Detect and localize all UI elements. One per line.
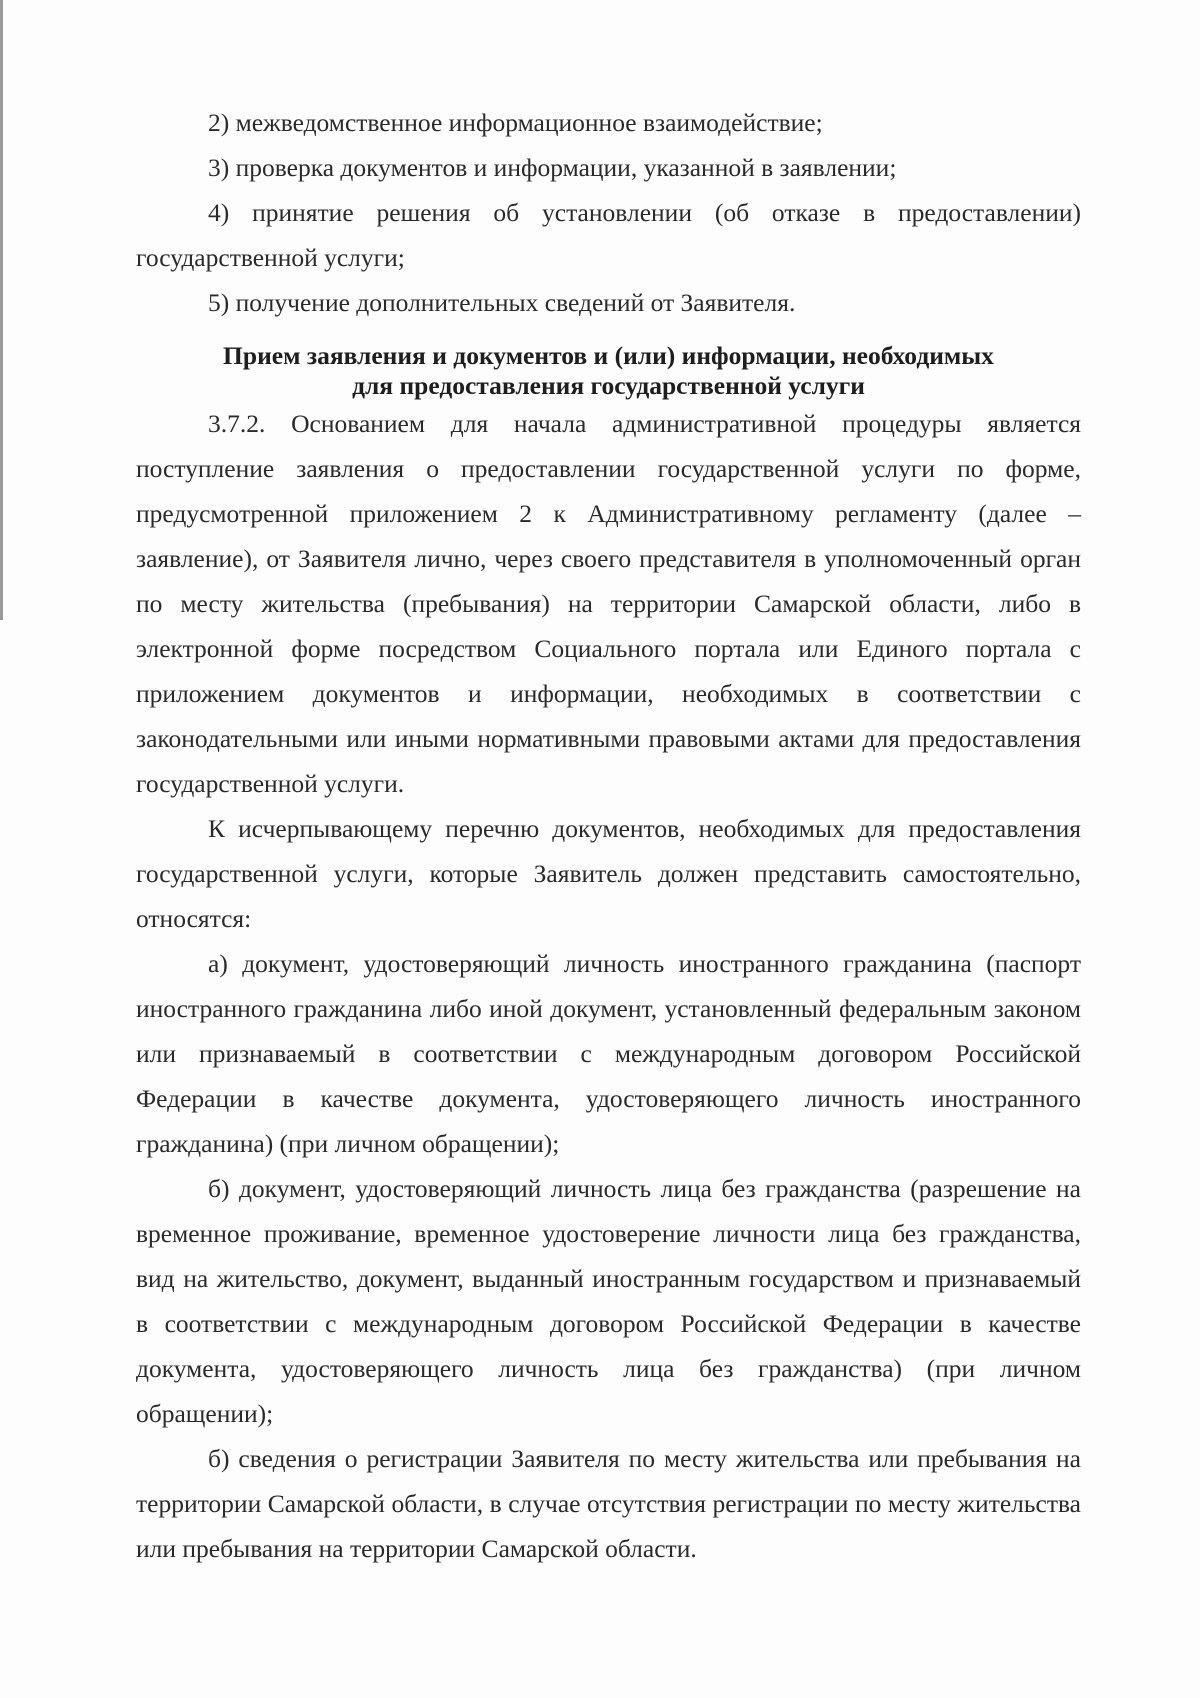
scan-edge-mark <box>0 0 3 620</box>
paragraph-item-b-registration: б) сведения о регистрации Заявителя по месту жительства или пребывания на территории Самарской области, в случае отсутствия регистрации по месту жительства или пребывания на территории Самарской области. <box>136 1444 1081 1563</box>
section-heading <box>136 341 1081 401</box>
paragraph-documents-list-intro: К исчерпывающему перечню документов, необходимых для предоставления государственной услуги, которые Заявитель должен представить самостоятельно, относятся: <box>136 814 1081 933</box>
list-item-additional-info: 5) получение дополнительных сведений от Заявителя. <box>208 288 796 317</box>
paragraph-item-a: а) документ, удостоверяющий личность иностранного гражданина (паспорт иностранного гражданина либо иной документ, установленный федеральным законом или признаваемый в соответствии с международным договором Российской Федерации в качестве документа, удостоверяющего личность иностранного гражданина) (при личном обращении); <box>136 949 1081 1158</box>
paragraph-3-7-2: 3.7.2. Основанием для начала административной процедуры является поступление заявления о предоставлении государственной услуги по форме, предусмотренной приложением 2 к Административному регламенту (далее – заявление), от Заявителя лично, через своего представителя в уполномоченный орган по месту жительства (пребывания) на территории Самарской области, либо в электронной форме посредством Социального портала или Единого портала с приложением документов и информации, необходимых в соответствии с законодательными или иными нормативными правовыми актами для предоставления государственной услуги. <box>136 409 1081 798</box>
list-item-interagency: 2) межведомственное информационное взаимодействие; <box>208 108 823 137</box>
section-heading-line-1: Прием заявления и документов и (или) информации, необходимых <box>223 341 994 370</box>
paragraph-item-b-identity: б) документ, удостоверяющий личность лица без гражданства (разрешение на временное проживание, временное удостоверение личности лица без гражданства, вид на жительство, документ, выданный иностранным государством и признаваемый в соответствии с международным договором Российской Федерации в качестве документа, удостоверяющего личность лица без гражданства) (при личном обращении); <box>136 1174 1081 1428</box>
section-heading-line-2: для предоставления государственной услуги <box>352 371 865 400</box>
list-item-decision: 4) принятие решения об установлении (об отказе в предоставлении) государственной услуги; <box>136 198 1081 272</box>
list-item-verification: 3) проверка документов и информации, указанной в заявлении; <box>208 153 897 182</box>
document-body <box>136 100 1081 1571</box>
